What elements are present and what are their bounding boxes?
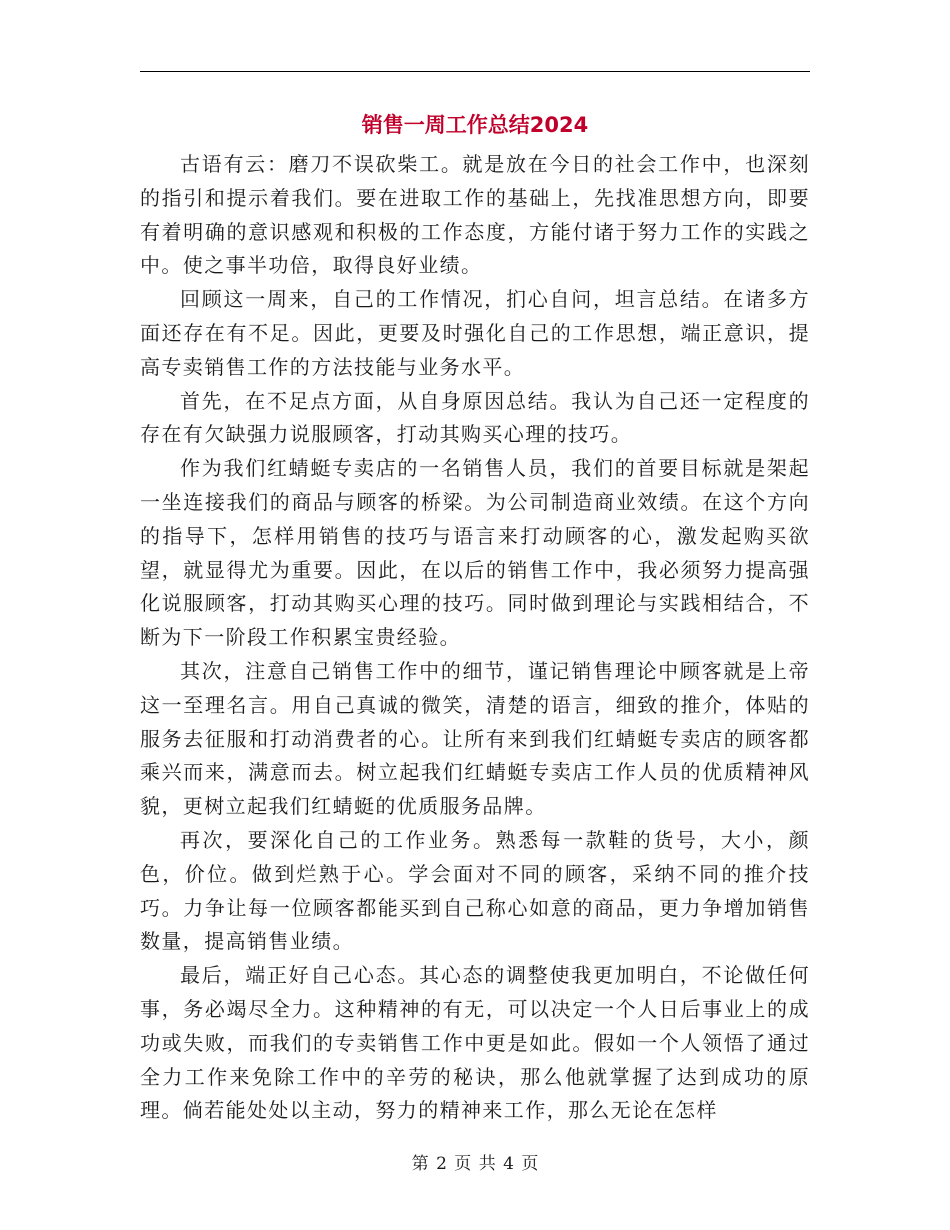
document-body	[140, 148, 810, 1128]
paragraph: 首先，在不足点方面，从自身原因总结。我认为自己还一定程度的存在有欠缺强力说服顾客，打动其购买心理的技巧。	[140, 388, 810, 447]
page-number: 第 2 页 共 4 页	[411, 1154, 539, 1174]
paragraph: 回顾这一周来，自己的工作情况，扪心自问，坦言总结。在诸多方面还存在有不足。因此，更要及时强化自己的工作思想，端正意识，提高专卖销售工作的方法技能与业务水平。	[140, 287, 810, 379]
paragraph: 古语有云：磨刀不误砍柴工。就是放在今日的社会工作中，也深刻的指引和提示着我们。要在进取工作的基础上，先找准思想方向，即要有着明确的意识感观和积极的工作态度，方能付诸于努力工作的实践之中。使之事半功倍，取得良好业绩。	[140, 152, 810, 278]
paragraph: 再次，要深化自己的工作业务。熟悉每一款鞋的货号，大小，颜色，价位。做到烂熟于心。学会面对不同的顾客，采纳不同的推介技巧。力争让每一位顾客都能买到自己称心如意的商品，更力争增加销售数量，提高销售业绩。	[140, 827, 810, 954]
paragraph: 最后，端正好自己心态。其心态的调整使我更加明白，不论做任何事，务必竭尽全力。这种精神的有无，可以决定一个人日后事业上的成功或失败，而我们的专卖销售工作中更是如此。假如一个人领悟了通过全力工作来免除工作中的辛劳的秘诀，那么他就掌握了达到成功的原理。倘若能处处以主动，努力的精神来工作，那么无论在怎样	[140, 963, 810, 1123]
document-title: 销售一周工作总结2024	[361, 113, 589, 137]
paragraph: 其次，注意自己销售工作中的细节，谨记销售理论中顾客就是上帝这一至理名言。用自己真诚的微笑，清楚的语言，细致的推介，体贴的服务去征服和打动消费者的心。让所有来到我们红蜻蜓专卖店的顾客都乘兴而来，满意而去。树立起我们红蜻蜓专卖店工作人员的优质精神风貌，更树立起我们红蜻蜓的优质服务品牌。	[140, 658, 810, 819]
header-rule	[140, 71, 810, 72]
paragraph: 作为我们红蜻蜓专卖店的一名销售人员，我们的首要目标就是架起一坐连接我们的商品与顾客的桥梁。为公司制造商业效绩。在这个方向的指导下，怎样用销售的技巧与语言来打动顾客的心，激发起购买欲望，就显得尤为重要。因此，在以后的销售工作中，我必须努力提高强化说服顾客，打动其购买心理的技巧。同时做到理论与实践相结合，不断为下一阶段工作积累宝贵经验。	[140, 456, 810, 650]
